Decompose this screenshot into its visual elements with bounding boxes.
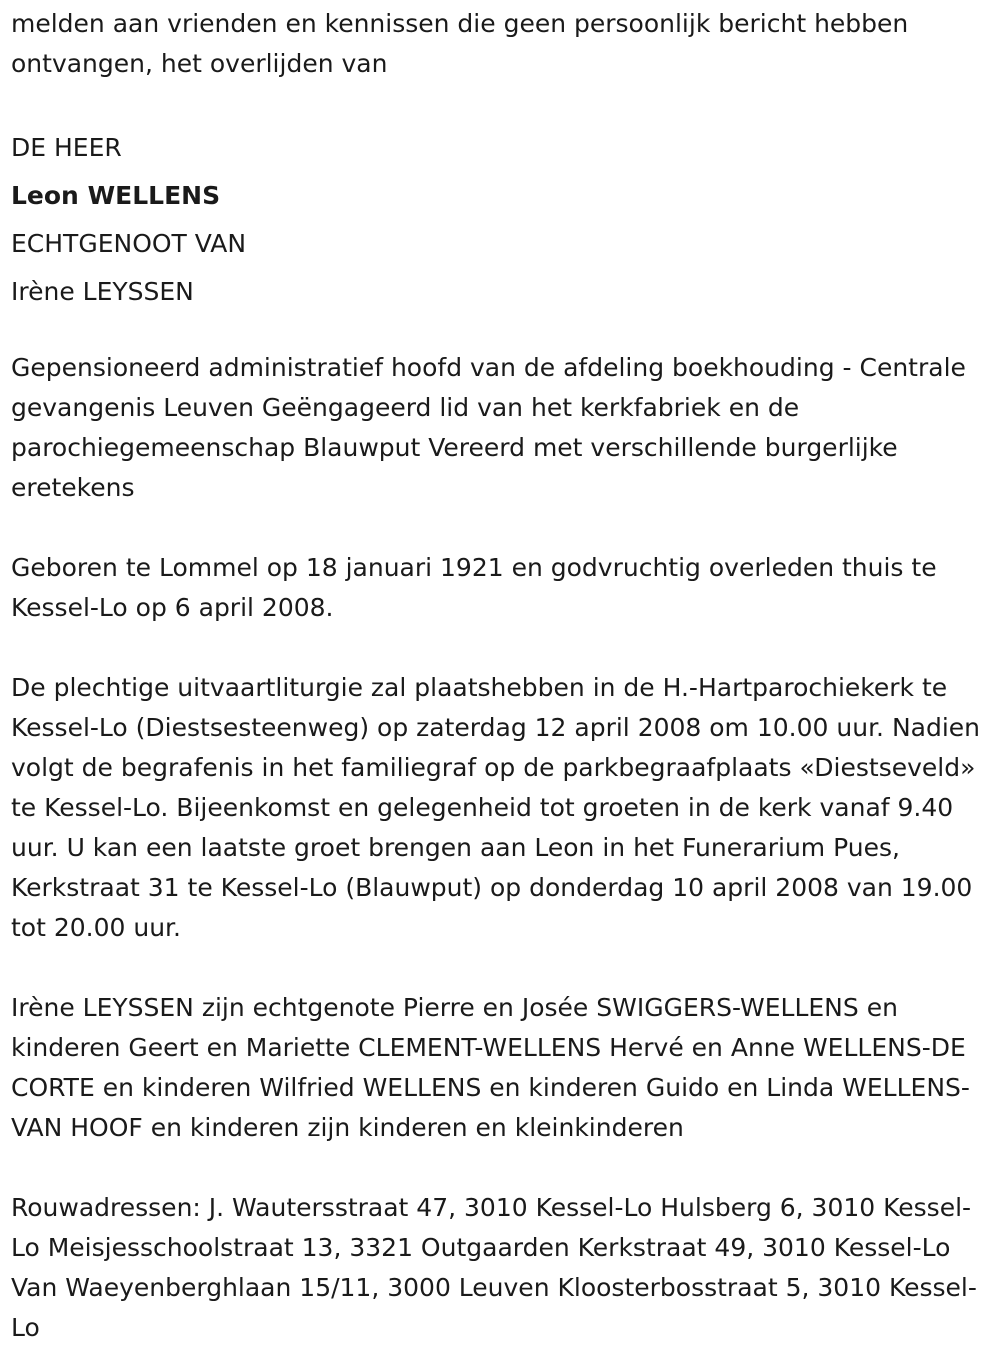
funeral-text: De plechtige uitvaartliturgie zal plaatshebben in de H.-Hartparochiekerk te Kessel-Lo (Diestsesteenweg) op zaterdag 12 april 2008 om 10.00 uur. Nadien volgt de begrafenis in het familiegraf op de parkbegraafplaats «Diestseveld» te Kessel-Lo. Bijeenkomst en gelegenheid tot groeten in de kerk vanaf 9.40 uur. U kan een laatste groet brengen aan Leon in het Funerarium Pues, Kerkstraat 31 te Kessel-Lo (Blauwput) op donderdag 10 april 2008 van 19.00 tot 20.00 uur. xyxy=(11,673,981,942)
deceased-block xyxy=(11,124,993,316)
intro-text: melden aan vrienden en kennissen die geen persoonlijk bericht hebben ontvangen, het overlijden van xyxy=(11,9,909,78)
biography-text: Gepensioneerd administratief hoofd van de afdeling boekhouding - Centrale gevangenis Leuven Geëngageerd lid van het kerkfabriek en de parochiegemeenschap Blauwput Vereerd met verschillende burgerlijke eretekens xyxy=(11,353,966,502)
spouse-name: Irène LEYSSEN xyxy=(11,277,194,306)
title-prefix: DE HEER xyxy=(11,133,122,162)
birth-death-text: Geboren te Lommel op 18 januari 1921 en godvruchtig overleden thuis te Kessel-Lo op 6 april 2008. xyxy=(11,553,937,622)
deceased-name: Leon WELLENS xyxy=(11,181,221,210)
obituary-notice xyxy=(11,4,993,1348)
addresses-text: Rouwadressen: J. Wautersstraat 47, 3010 Kessel-Lo Hulsberg 6, 3010 Kessel-Lo Meisjesschoolstraat 13, 3321 Outgaarden Kerkstraat 49, 3010 Kessel-Lo Van Waeyenberghlaan 15/11, 3000 Leuven Kloosterbosstraat 5, 3010 Kessel-Lo xyxy=(11,1193,977,1342)
family-text: Irène LEYSSEN zijn echtgenote Pierre en Josée SWIGGERS-WELLENS en kinderen Geert en Mariette CLEMENT-WELLENS Hervé en Anne WELLENS-DE CORTE en kinderen Wilfried WELLENS en kinderen Guido en Linda WELLENS-VAN HOOF en kinderen zijn kinderen en kleinkinderen xyxy=(11,993,970,1142)
spouse-label: ECHTGENOOT VAN xyxy=(11,229,247,258)
